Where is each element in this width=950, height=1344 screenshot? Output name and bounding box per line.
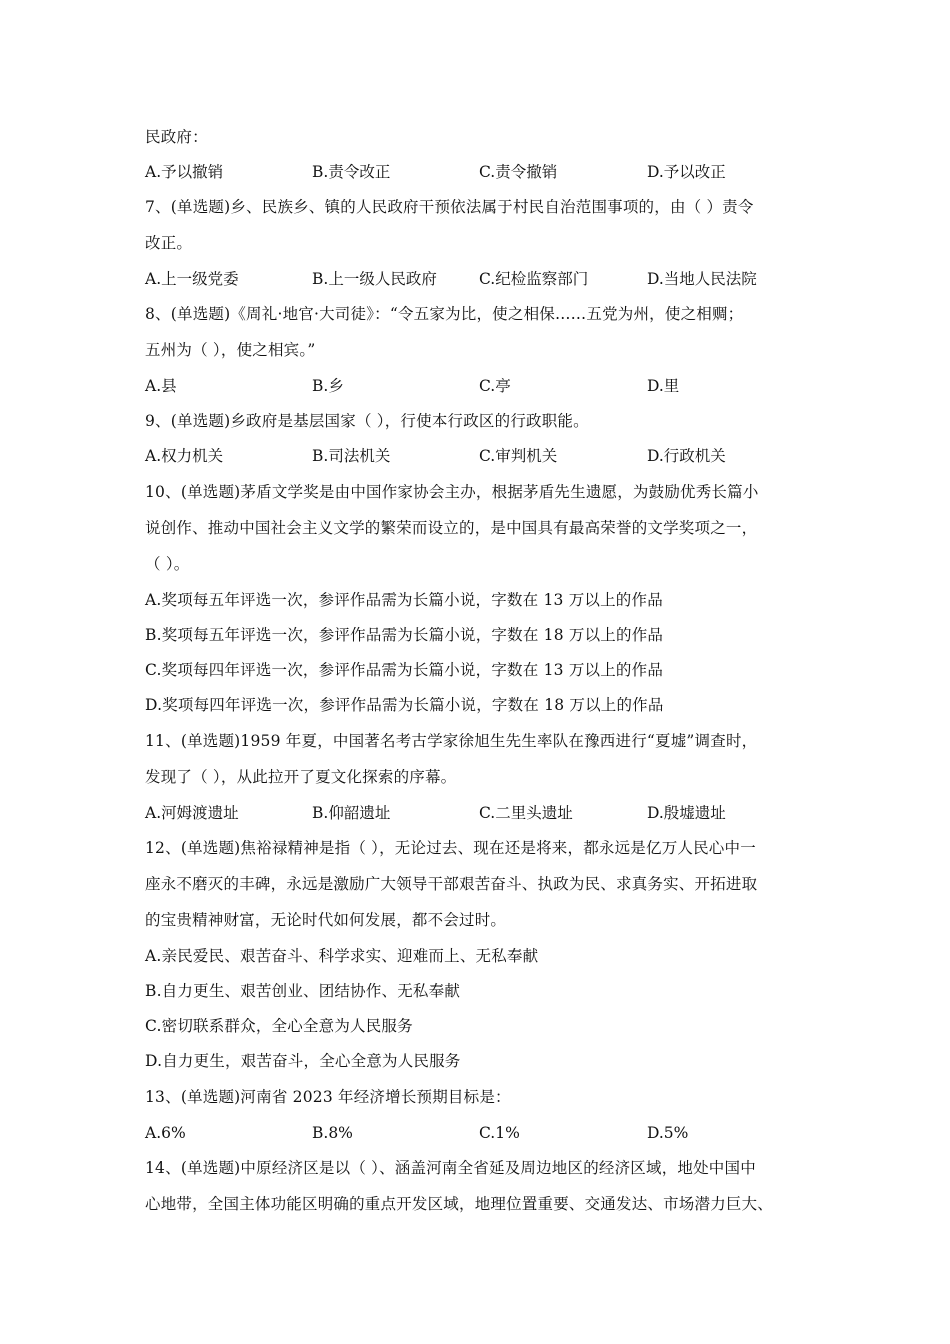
option-a: A.上一级党委 xyxy=(145,270,239,288)
option-d: D.里 xyxy=(647,377,680,395)
option-b: B.自力更生、艰苦创业、团结协作、无私奉献 xyxy=(145,982,461,1000)
option-d: D.自力更生，艰苦奋斗，全心全意为人民服务 xyxy=(145,1052,461,1070)
option-c: C.密切联系群众，全心全意为人民服务 xyxy=(145,1017,413,1035)
question-11-cont: 发现了（ ），从此拉开了夏文化探索的序幕。 xyxy=(145,768,457,786)
option-d: D.行政机关 xyxy=(647,447,726,465)
option-d: D.予以改正 xyxy=(647,163,726,181)
option-a: A.予以撤销 xyxy=(145,163,224,181)
option-b: B.责令改正 xyxy=(312,163,391,181)
question-12-cont: 的宝贵精神财富，无论时代如何发展，都不会过时。 xyxy=(145,911,507,929)
option-c: C.奖项每四年评选一次，参评作品需为长篇小说，字数在 13 万以上的作品 xyxy=(145,661,664,679)
option-c: C.责令撤销 xyxy=(479,163,558,181)
option-d: D.当地人民法院 xyxy=(647,270,757,288)
question-10: 10、(单选题)茅盾文学奖是由中国作家协会主办，根据茅盾先生遗愿，为鼓励优秀长篇小 xyxy=(145,483,759,501)
question-8-cont: 五州为（ ），使之相宾。” xyxy=(145,341,316,359)
question-7-cont: 改正。 xyxy=(145,234,193,252)
option-a: A.权力机关 xyxy=(145,447,224,465)
question-10-cont: 说创作、推动中国社会主义文学的繁荣而设立的，是中国具有最高荣誉的文学奖项之一， xyxy=(145,519,758,537)
option-b: B.上一级人民政府 xyxy=(312,270,437,288)
option-a: A.亲民爱民、艰苦奋斗、科学求实、迎难而上、无私奉献 xyxy=(145,947,539,965)
question-14-cont: 心地带，全国主体功能区明确的重点开发区域，地理位置重要、交通发达、市场潜力巨大、 xyxy=(145,1195,774,1213)
option-c: C.二里头遗址 xyxy=(479,804,573,822)
option-a: A.河姆渡遗址 xyxy=(145,804,239,822)
option-a: A.县 xyxy=(145,377,177,395)
option-d: D.5% xyxy=(647,1124,689,1142)
question-10-cont: （ ）。 xyxy=(145,555,190,573)
option-c: C.亭 xyxy=(479,377,511,395)
option-c: C.1% xyxy=(479,1124,520,1142)
question-7: 7、(单选题)乡、民族乡、镇的人民政府干预依法属于村民自治范围事项的，由（ ）责令 xyxy=(145,198,754,216)
question-8: 8、(单选题)《周礼·地官·大司徒》：“令五家为比，使之相保……五党为州，使之相赒； xyxy=(145,305,744,323)
option-c: C.纪检监察部门 xyxy=(479,270,589,288)
option-d: D.殷墟遗址 xyxy=(647,804,726,822)
question-13: 13、(单选题)河南省 2023 年经济增长预期目标是： xyxy=(145,1088,511,1106)
option-b: B.司法机关 xyxy=(312,447,391,465)
question-9: 9、(单选题)乡政府是基层国家（ ），行使本行政区的行政职能。 xyxy=(145,412,589,430)
option-c: C.审判机关 xyxy=(479,447,558,465)
option-b: B.奖项每五年评选一次，参评作品需为长篇小说，字数在 18 万以上的作品 xyxy=(145,626,664,644)
question-11: 11、(单选题)1959 年夏，中国著名考古学家徐旭生先生率队在豫西进行“夏墟”调查时， xyxy=(145,732,758,750)
option-b: B.乡 xyxy=(312,377,344,395)
text-line: 民政府： xyxy=(145,128,208,146)
question-12-cont: 座永不磨灭的丰碑，永远是激励广大领导干部艰苦奋斗、执政为民、求真务实、开拓进取 xyxy=(145,875,758,893)
option-d: D.奖项每四年评选一次，参评作品需为长篇小说，字数在 18 万以上的作品 xyxy=(145,696,664,714)
option-b: B.仰韶遗址 xyxy=(312,804,391,822)
question-12: 12、(单选题)焦裕禄精神是指（ ），无论过去、现在还是将来，都永远是亿万人民心中一 xyxy=(145,839,756,857)
option-b: B.8% xyxy=(312,1124,353,1142)
option-a: A.奖项每五年评选一次，参评作品需为长篇小说，字数在 13 万以上的作品 xyxy=(145,591,663,609)
option-a: A.6% xyxy=(145,1124,186,1142)
question-14: 14、(单选题)中原经济区是以（ ）、涵盖河南全省延及周边地区的经济区域，地处中国中 xyxy=(145,1159,756,1177)
